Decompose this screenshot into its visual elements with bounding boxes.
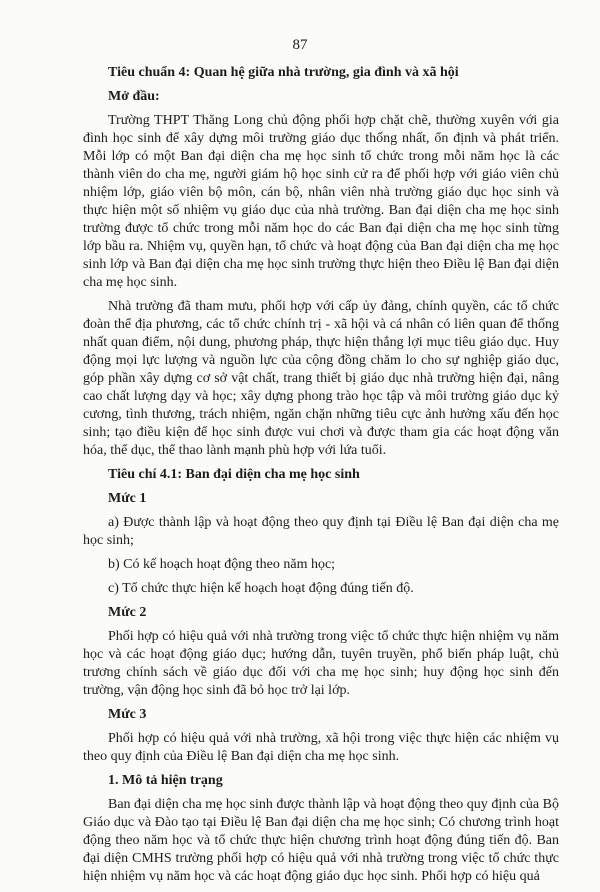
level-1-item-b: b) Có kế hoạch hoạt động theo năm học;: [108, 557, 336, 572]
intro-heading: Mở đầu:: [108, 89, 160, 104]
criterion-title: Tiêu chí 4.1: Ban đại diện cha mẹ học sinh: [108, 467, 360, 482]
intro-paragraph-1: Trường THPT Thăng Long chủ động phối hợp chặt chẽ, thường xuyên với gia đình học sinh để xây dựng môi trường giáo dục thống nhất, ổn định và phát triển. Mỗi lớp có một Ban đại diện cha mẹ học sinh tổ chức trong mỗi năm học là các thành viên do cha mẹ, người giám hộ học sinh cử ra để phối hợp với giáo viên chủ nhiệm lớp, giáo viên bộ môn, cán bộ, nhân viên nhà trường giáo dục học sinh và thực hiện một số nhiệm vụ giáo dục của nhà trường. Ban đại diện cha mẹ học sinh trường được tổ chức trong mỗi năm học do các Ban đại diện cha mẹ học sinh từng lớp bầu ra. Nhiệm vụ, quyền hạn, tổ chức và hoạt động của Ban đại diện cha mẹ học sinh lớp và Ban đại diện cha mẹ học sinh trường thực hiện theo Điều lệ Ban đại diện cha mẹ học sinh.: [83, 113, 559, 290]
intro-paragraph-2: Nhà trường đã tham mưu, phối hợp với cấp ủy đảng, chính quyền, các tổ chức đoàn thể địa phương, các tổ chức chính trị - xã hội và cá nhân có liên quan để thống nhất quan điểm, nội dung, phương pháp, thực hiện thắng lợi mục tiêu giáo dục. Huy động mọi lực lượng và nguồn lực của cộng đồng chăm lo cho sự nghiệp giáo dục, góp phần xây dựng cơ sở vật chất, trang thiết bị giáo dục nhà trường hiện đại, nâng cao chất lượng dạy và học; xây dựng phong trào học tập và môi trường giáo dục kỷ cương, tình thương, trách nhiệm, ngăn chặn những tiêu cực ảnh hưởng xấu đến học sinh; tạo điều kiện để học sinh được vui chơi và được tham gia các hoạt động văn hóa, thể dục, thể thao lành mạnh phù hợp với lứa tuổi.: [83, 299, 559, 458]
level-1-item-c: c) Tổ chức thực hiện kế hoạch hoạt động đúng tiến độ.: [108, 581, 414, 596]
standard-title: Tiêu chuẩn 4: Quan hệ giữa nhà trường, gia đình và xã hội: [108, 65, 459, 80]
level-3-text: Phối hợp có hiệu quả với nhà trường, xã hội trong việc thực hiện các nhiệm vụ theo quy định của Điều lệ Ban đại diện cha mẹ học sinh.: [83, 731, 559, 764]
level-1-item-a: a) Được thành lập và hoạt động theo quy định tại Điều lệ Ban đại diện cha mẹ học sinh;: [83, 515, 559, 548]
page-number: 87: [292, 37, 308, 53]
level-2-text: Phối hợp có hiệu quả với nhà trường trong việc tổ chức thực hiện nhiệm vụ năm học và các hoạt động giáo dục; hướng dẫn, tuyên truyền, phổ biến pháp luật, chủ trương chính sách về giáo dục đối với cha mẹ học sinh; huy động học sinh đến trường, vận động học sinh đã bỏ học trở lại lớp.: [83, 629, 559, 698]
level-3-heading: Mức 3: [108, 707, 147, 722]
section-1-heading: 1. Mô tả hiện trạng: [108, 773, 223, 788]
section-1-text: Ban đại diện cha mẹ học sinh được thành lập và hoạt động theo quy định của Bộ Giáo dục và Đào tạo tại Điều lệ Ban đại diện cha mẹ học sinh; Có chương trình hoạt động theo năm học và tổ chức thực hiện chương trình hoạt động đúng tiến độ. Ban đại diện CMHS trường phối hợp có hiệu quả với nhà trường trong việc tổ chức thực hiện nhiệm vụ năm học và các hoạt động giáo dục học sinh. Phối hợp có hiệu quả: [83, 797, 559, 884]
level-1-heading: Mức 1: [108, 491, 147, 506]
level-2-heading: Mức 2: [108, 605, 147, 620]
page-content: [83, 64, 559, 892]
